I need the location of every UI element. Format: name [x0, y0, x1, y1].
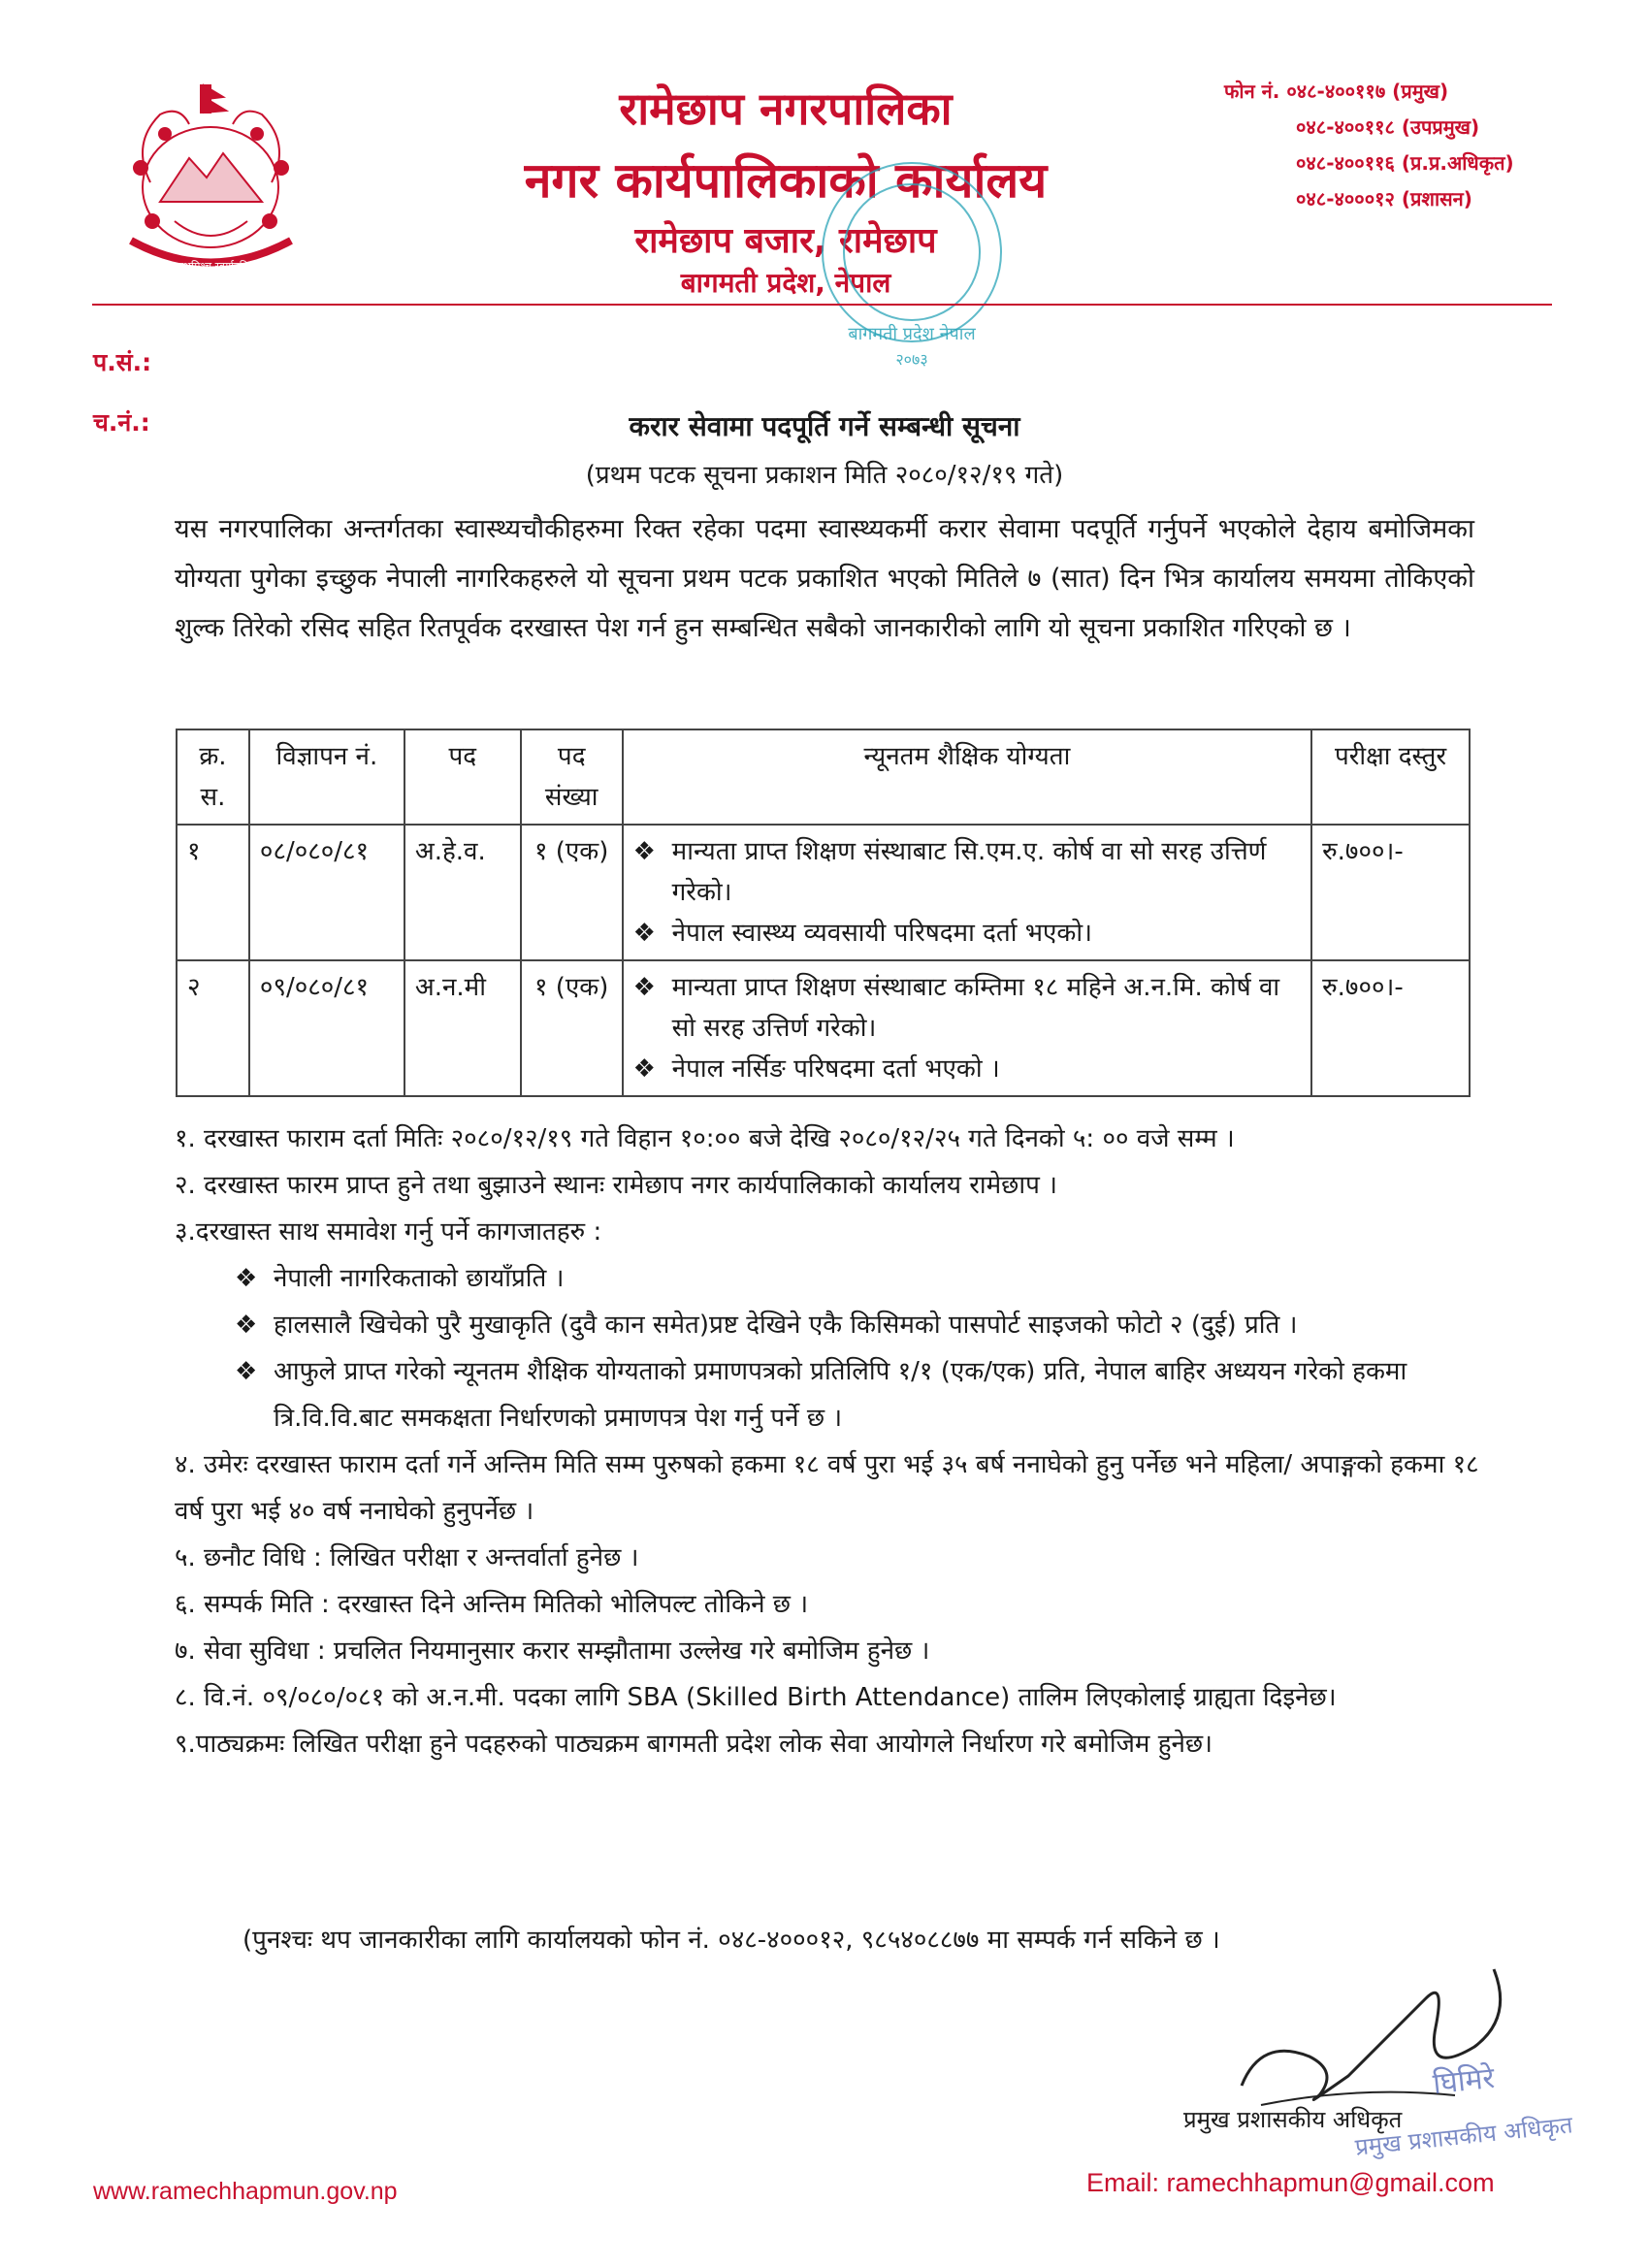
signatory-title: प्रमुख प्रशासकीय अधिकृत	[1183, 2106, 1403, 2133]
municipality-name: रामेछाप नगरपालिका	[619, 82, 953, 135]
cell-count: १ (एक)	[521, 960, 623, 1096]
cell-fee: रु.७००।-	[1311, 825, 1470, 960]
dispatch-number-label: च.नं.:	[93, 408, 150, 437]
phone-deputy: ०४८-४००११८ (उपप्रमुख)	[1296, 115, 1480, 139]
qualification-item: नेपाल स्वास्थ्य व्यवसायी परिषदमा दर्ता भएको।	[671, 919, 1092, 948]
col-header-ad-no: विज्ञापन नं.	[249, 729, 404, 825]
condition-item: ७. सेवा सुविधा : प्रचलित नियमानुसार करार सम्झौतामा उल्लेख गरे बमोजिम हुनेछ ।	[175, 1636, 930, 1666]
officer-stamp-name: घिमिरे	[1431, 2060, 1497, 2102]
cell-ad-no: ०९/०८०/८१	[249, 960, 404, 1096]
table-row	[177, 960, 1470, 1096]
officer-stamp-title: प्रमुख प्रशासकीय अधिकृत	[1353, 2111, 1574, 2161]
cell-sn: २	[177, 960, 249, 1096]
cell-fee: रु.७००।-	[1311, 960, 1470, 1096]
condition-item: ६. सम्पर्क मिति : दरखास्त दिने अन्तिम मितिको भोलिपल्ट तोकिने छ ।	[175, 1590, 809, 1619]
nepal-emblem-logo	[92, 76, 330, 294]
notice-subject: करार सेवामा पदपूर्ति गर्ने सम्बन्धी सूचना	[629, 410, 1020, 442]
phone-chief: फोन नं. ०४८-४००११७ (प्रमुख)	[1224, 80, 1449, 103]
phone-list	[1224, 74, 1612, 217]
office-name: नगर कार्यपालिकाको कार्यालय	[524, 152, 1048, 209]
document-item: आफुले प्राप्त गरेको न्यूनतम शैक्षिक योग्यताको प्रमाणपत्रको प्रतिलिपि १/१ (एक/एक) प्रति, नेपाल बाहिर अध्ययन गरेको हकमा त्रि.वि.वि.बाट समकक्षता निर्धारणको प्रमाणपत्र पेश गर्नु पर्ने छ ।	[274, 1357, 1407, 1433]
cell-sn: १	[177, 825, 249, 960]
cell-qualification	[623, 825, 1311, 960]
diamond-bullet-icon: ❖	[235, 1264, 258, 1293]
document-item: नेपाली नागरिकताको छायाँप्रति ।	[274, 1264, 565, 1293]
condition-item: २. दरखास्त फारम प्राप्त हुने तथा बुझाउने स्थानः रामेछाप नगर कार्यपालिकाको कार्यालय रामेछाप ।	[175, 1171, 1057, 1200]
col-header-count: पद संख्या	[521, 729, 623, 825]
qualification-item: मान्यता प्राप्त शिक्षण संस्थाबाट कम्तिमा १८ महिने अ.न.मि. कोर्ष वा सो सरह उत्तिर्ण गरेको।	[671, 973, 1280, 1043]
office-stamp	[815, 136, 1009, 369]
cell-post: अ.हे.व.	[404, 825, 521, 960]
condition-item: ८. वि.नं. ०९/०८०/०८१ को अ.न.मी. पदका लागि SBA (Skilled Birth Attendance) तालिम लिएकोलाई ग्राह्यता दिइनेछ।	[175, 1683, 1337, 1712]
footer-website-link[interactable]: www.ramechhapmun.gov.np	[93, 2178, 398, 2205]
qualification-item: मान्यता प्राप्त शिक्षण संस्थाबाट सि.एम.ए. कोर्ष वा सो सरह उत्तिर्ण गरेको।	[671, 837, 1267, 907]
document-item: हालसालै खिचेको पुरै मुखाकृति (दुवै कान समेत)प्रष्ट देखिने एकै किसिमको पासपोर्ट साइजको फोटो २ (दुई) प्रति ।	[274, 1311, 1298, 1340]
province-name: बागमती प्रदेश, नेपाल	[680, 267, 891, 299]
stamp-text: बागमती प्रदेश नेपाल	[848, 324, 976, 344]
col-header-qualification: न्यूनतम शैक्षिक योग्यता	[623, 729, 1311, 825]
cell-qualification	[623, 960, 1311, 1096]
table-row	[177, 825, 1470, 960]
emblem-motto: जननी जन्मभूमिश्च स्वर्गादपि गरीयसी	[140, 260, 281, 273]
diamond-bullet-icon: ❖	[632, 837, 656, 866]
vacancy-table	[176, 729, 1471, 1097]
qualification-item: नेपाल नर्सिङ परिषदमा दर्ता भएको ।	[671, 1054, 1000, 1084]
col-header-fee: परीक्षा दस्तुर	[1311, 729, 1470, 825]
cell-count: १ (एक)	[521, 825, 623, 960]
postscript: (पुनश्चः थप जानकारीका लागि कार्यालयको फोन नं. ०४८-४०००१२, ९८५४०८८७७ मा सम्पर्क गर्न सकिने छ ।	[242, 1926, 1220, 1955]
stamp-year: २०७३	[895, 350, 928, 369]
condition-item: ५. छनौट विधि : लिखित परीक्षा र अन्तर्वार्ता हुनेछ ।	[175, 1543, 639, 1572]
condition-item: ४. उमेरः दरखास्त फाराम दर्ता गर्ने अन्तिम मिति सम्म पुरुषको हकमा १८ वर्ष पुरा भई ३५ बर्ष ननाघेको हुनु पर्नेछ भने महिला/ अपाङ्गको हकमा १८ वर्ष पुरा भई ४० वर्ष ननाघेको हुनुपर्नेछ ।	[175, 1450, 1479, 1526]
diamond-bullet-icon: ❖	[632, 1054, 656, 1084]
notice-publication-date: (प्रथम पटक सूचना प्रकाशन मिति २०८०/१२/१९ गते)	[585, 461, 1064, 490]
col-header-post: पद	[404, 729, 521, 825]
cell-post: अ.न.मी	[404, 960, 521, 1096]
col-header-sn: क्र. स.	[177, 729, 249, 825]
cell-ad-no: ०८/०८०/८१	[249, 825, 404, 960]
diamond-bullet-icon: ❖	[235, 1357, 258, 1386]
condition-item: १. दरखास्त फाराम दर्ता मितिः २०८०/१२/१९ गते विहान १०:०० बजे देखि २०८०/१२/२५ गते दिनको ५: ०० वजे सम्म ।	[175, 1124, 1235, 1153]
office-address: रामेछाप बजार, रामेछाप	[634, 221, 937, 261]
diamond-bullet-icon: ❖	[632, 919, 656, 948]
reference-number-label: प.सं.:	[93, 348, 152, 376]
phone-admin: ०४८-४०००१२ (प्रशासन)	[1296, 187, 1472, 211]
notice-conditions	[175, 1116, 1504, 1767]
letterhead-divider	[92, 304, 1552, 306]
condition-item: ९.पाठ्यक्रमः लिखित परीक्षा हुने पदहरुको पाठ्यक्रम बागमती प्रदेश लोक सेवा आयोगले निर्धारण गरे बमोजिम हुनेछ।	[175, 1730, 1213, 1759]
condition-item: ३.दरखास्त साथ समावेश गर्नु पर्ने कागजातहरु :	[175, 1217, 602, 1247]
diamond-bullet-icon: ❖	[632, 973, 656, 1002]
notice-body: यस नगरपालिका अन्तर्गतका स्वास्थ्यचौकीहरुमा रिक्त रहेका पदमा स्वास्थ्यकर्मी करार सेवामा पदपूर्ति गर्नुपर्ने भएकोले देहाय बमोजिमका योग्यता पुगेका इच्छुक नेपाली नागरिकहरुले यो सूचना प्रथम पटक प्रकाशित भएको मितिले ७ (सात) दिन भित्र कार्यालय समयमा तोकिएको शुल्क तिरेको रसिद सहित रितपूर्वक दरखास्त पेश गर्न हुन सम्बन्धित सबैको जानकारीको लागि यो सूचना प्रकाशित गरिएको छ ।	[175, 514, 1474, 643]
phone-cao: ०४८-४००११६ (प्र.प्र.अधिकृत)	[1296, 151, 1514, 175]
diamond-bullet-icon: ❖	[235, 1311, 258, 1340]
footer-email-link[interactable]: Email: ramechhapmun@gmail.com	[1086, 2168, 1495, 2197]
table-header-row	[177, 729, 1470, 825]
